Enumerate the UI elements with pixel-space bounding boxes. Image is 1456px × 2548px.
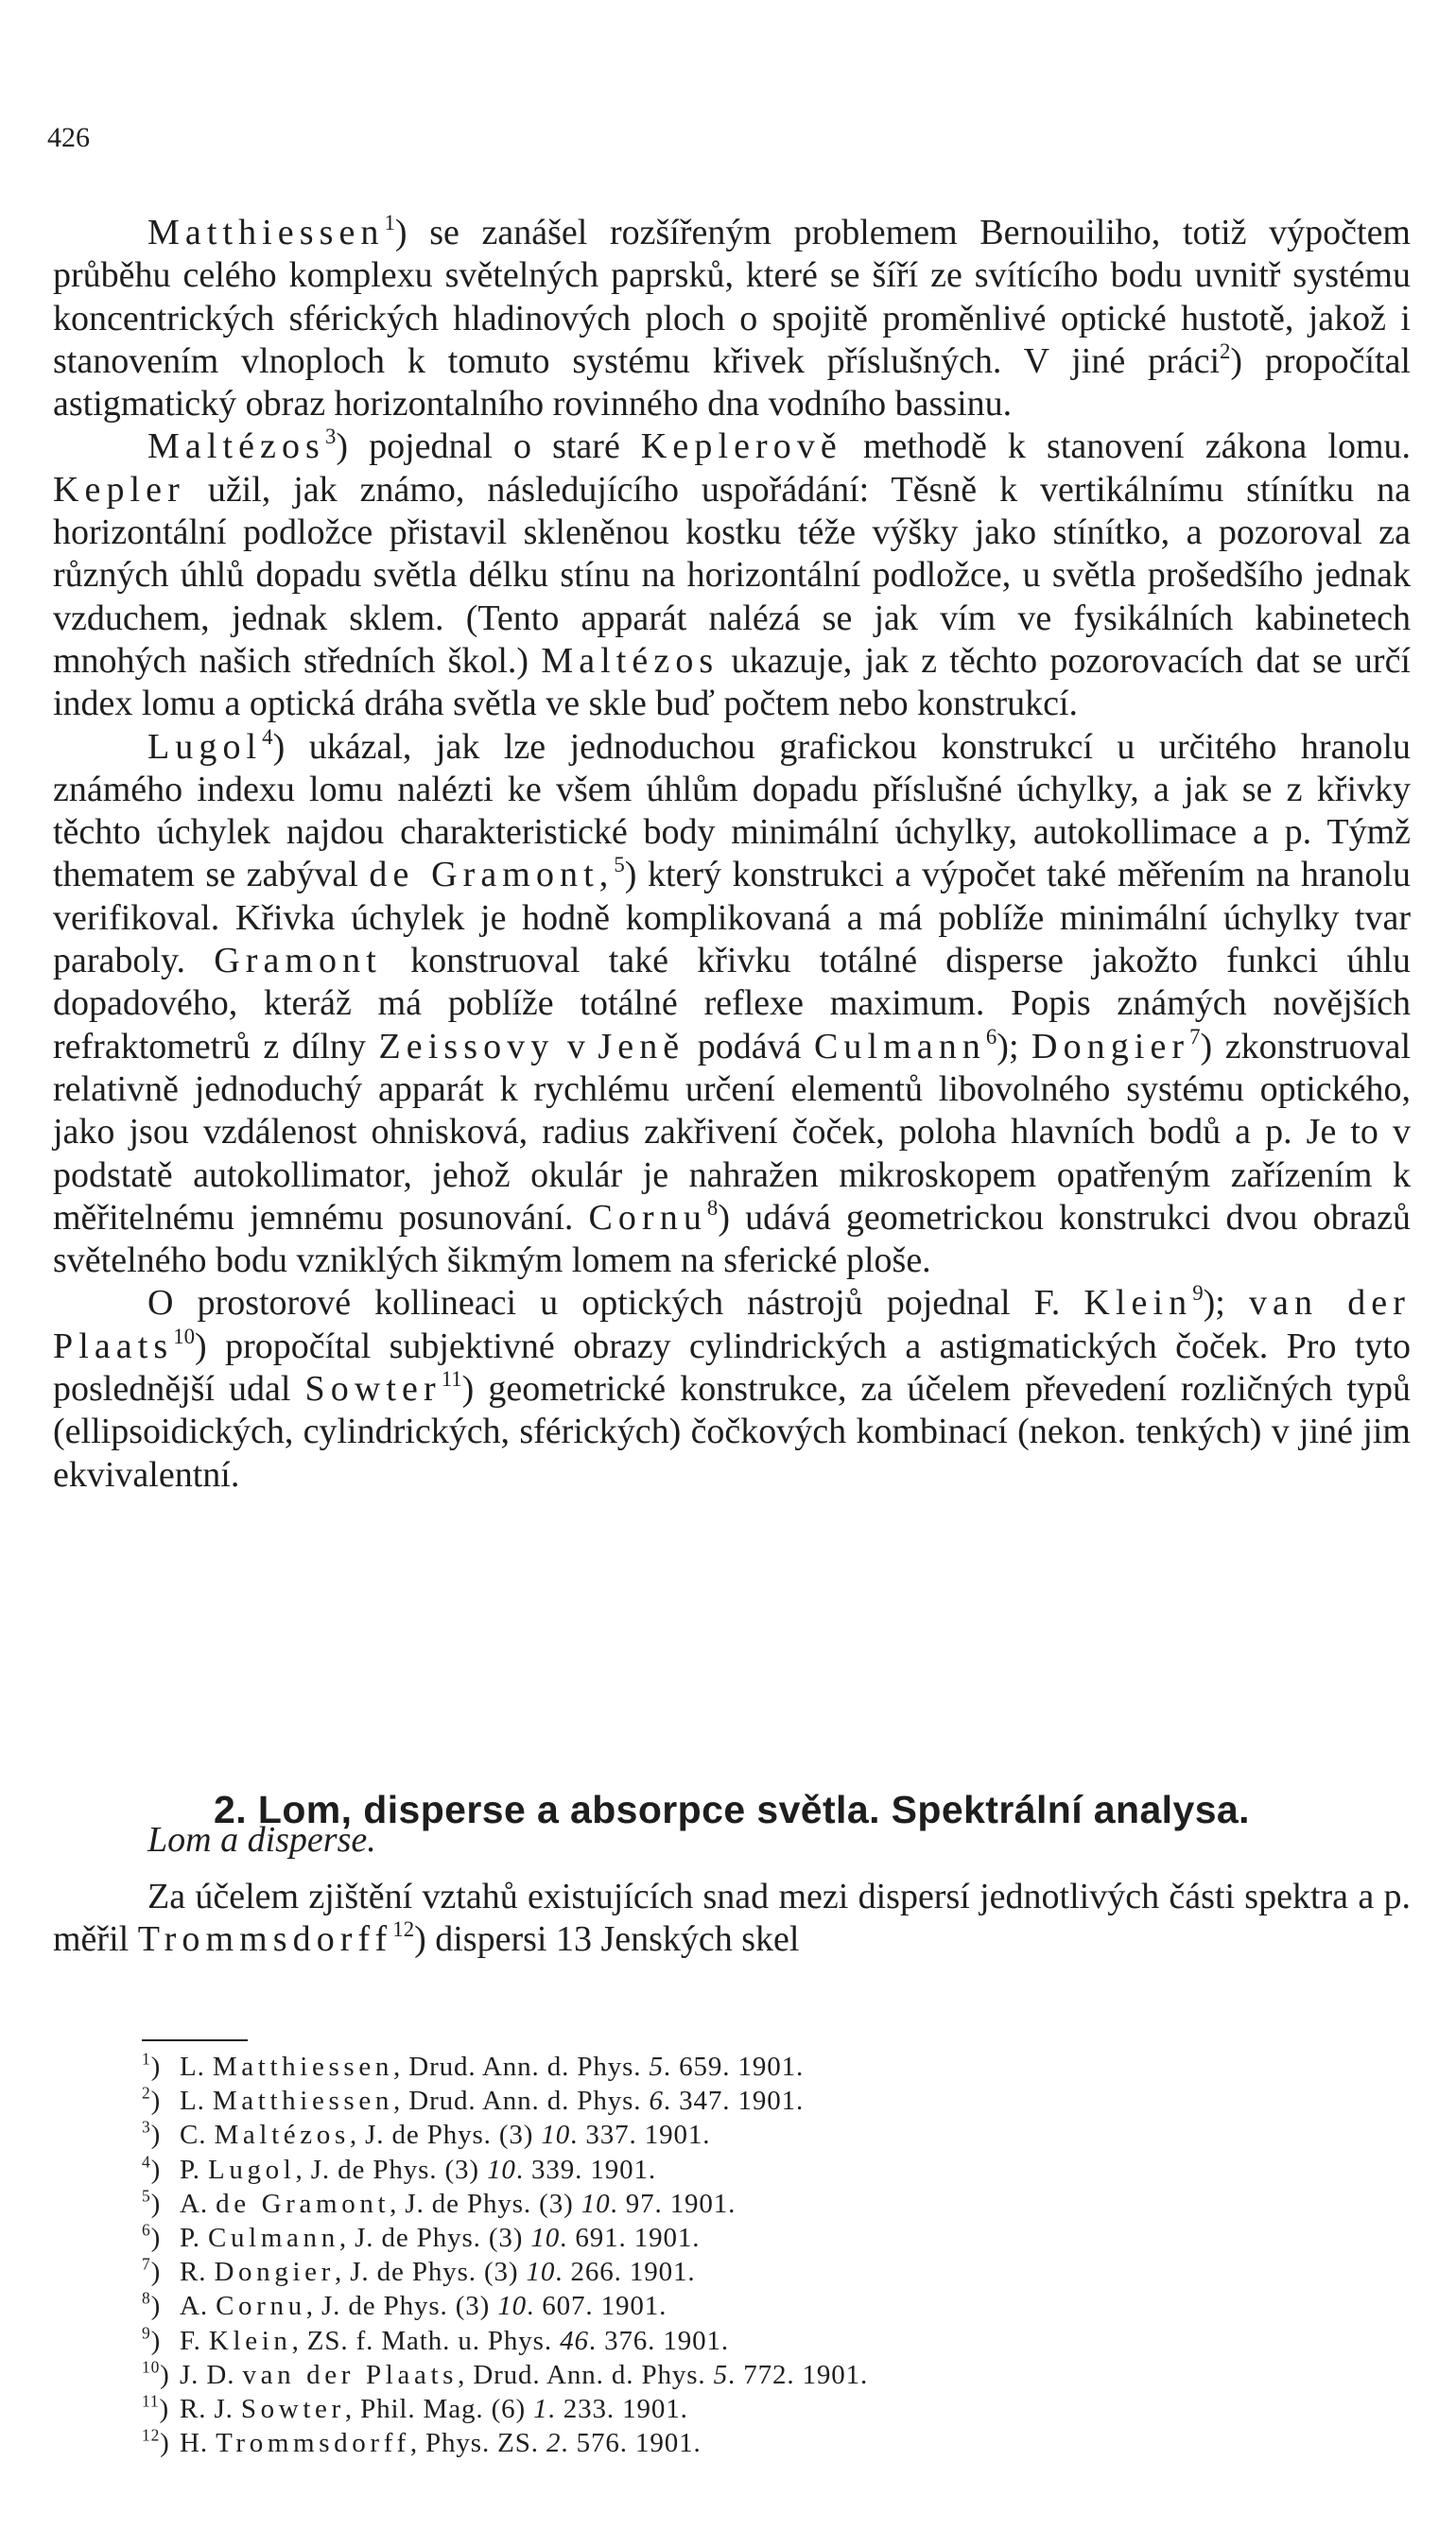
volume-number: 10	[530, 2223, 561, 2254]
volume-number: 5	[649, 2052, 664, 2082]
author-name: Trommsdorff	[137, 1919, 393, 1960]
author-name: Kepler	[53, 469, 185, 510]
author-name: Maltézos	[214, 2120, 350, 2151]
author-name: Matthiessen	[212, 2052, 394, 2082]
author-name: Culmann	[814, 1026, 986, 1066]
subheading: Lom a disperse.	[147, 1820, 376, 1860]
paragraph-maltezos: Maltézos$^3$) pojednal o staré Keplerově methodě k stanovení zákona lomu. Kepler užil, jak známo, následujícího uspořádání: Těsně k vertikálnímu stínítku na horizontální podložce přistavil skleněnou kostku téže výšky jako stínítko, a pozoroval za různých úhlů dopadu světla délku stínu na horizontální podložce, u světla prošedšího jednak vzduchem, jednak sklem. (Tento apparát nalézá se jak vím ve fysikálních kabinetech mnohých našich středních škol.) Maltézos ukazuje, jak z těchto pozorovacích dat se určí index lomu a optická dráha světla ve skle buď počtem nebo konstrukcí.	[53, 425, 1411, 724]
footnote-ref: 8	[706, 1196, 719, 1221]
author-name: Keplerově	[640, 426, 842, 467]
footnote-item: $^2$) L. Matthiessen, Drud. Ann. d. Phys. 6. 347. 1901.	[142, 2084, 1087, 2118]
author-name: Zeissovy	[378, 1026, 555, 1066]
footnotes	[142, 2050, 1087, 2460]
footnote-item: $^5$) A. de Gramont, J. de Phys. (3) 10. 97. 1901.	[142, 2187, 1087, 2221]
footnote-ref: 10	[173, 1324, 196, 1348]
section-body-text	[53, 1876, 1411, 1962]
author-name: Culmann	[208, 2223, 339, 2254]
footnote-item: $^{11}$) R. J. Sowter, Phil. Mag. (6) 1. 233. 1901.	[142, 2392, 1087, 2426]
author-name: de Gramont,	[369, 855, 615, 895]
footnote-mark: $^{10}$)	[142, 2357, 170, 2390]
body-text	[53, 212, 1411, 1497]
volume-number: 2	[546, 2428, 562, 2459]
author-name: Jeně	[598, 1026, 685, 1066]
footnote-item: $^{10}$) J. D. van der Plaats, Drud. Ann. d. Phys. 5. 772. 1901.	[142, 2358, 1087, 2392]
section-heading: 2. Lom, disperse a absorpce světla. Spektrální analysa.	[214, 1788, 1250, 1832]
footnote-mark: $^6$)	[142, 2220, 162, 2254]
footnote-ref: 1	[384, 211, 395, 235]
footnote-ref: 4	[262, 724, 273, 749]
footnote-mark: $^4$)	[142, 2152, 162, 2185]
author-name: Cornu	[216, 2291, 306, 2322]
volume-number: 6	[649, 2086, 664, 2117]
author-name: Lugol	[208, 2154, 296, 2185]
footnote-mark: $^2$)	[142, 2083, 162, 2117]
footnote-ref: 3	[324, 425, 337, 449]
page-number: 426	[47, 122, 90, 153]
footnote-item: $^9$) F. Klein, ZS. f. Math. u. Phys. 46. 376. 1901.	[142, 2324, 1087, 2358]
footnote-mark: $^3$)	[142, 2118, 162, 2151]
volume-number: 10	[526, 2257, 556, 2288]
author-name: Trommsdorff	[216, 2428, 410, 2459]
author-name: Maltézos	[541, 640, 719, 681]
author-name: Gramont	[214, 941, 382, 981]
author-name: Dongier	[1031, 1026, 1190, 1066]
footnote-mark: $^9$)	[142, 2323, 162, 2356]
author-name: Klein	[1083, 1283, 1193, 1324]
author-name: Matthiessen	[212, 2086, 394, 2117]
footnote-item: $^3$) C. Maltézos, J. de Phys. (3) 10. 337. 1901.	[142, 2118, 1087, 2152]
footnote-item: $^1$) L. Matthiessen, Drud. Ann. d. Phys. 5. 659. 1901.	[142, 2050, 1087, 2084]
author-name: Klein	[208, 2325, 292, 2356]
author-name: Sowter	[304, 1369, 442, 1410]
author-name: Matthiessen	[147, 213, 385, 252]
footnote-mark: $^8$)	[142, 2289, 162, 2322]
volume-number: 10	[487, 2154, 516, 2185]
author-name: Lugol	[147, 726, 263, 767]
volume-number: 5	[713, 2359, 728, 2390]
footnote-item: $^7$) R. Dongier, J. de Phys. (3) 10. 266. 1901.	[142, 2255, 1087, 2289]
footnote-ref: 2	[1220, 339, 1231, 364]
footnote-ref: 5	[614, 853, 625, 877]
author-name: Maltézos	[147, 426, 325, 467]
paragraph-trommsdorff: Za účelem zjištění vztahů existujících snad mezi dispersí jednotlivých části spektra a p. měřil Trommsdorff$^{12}$) dispersi 13 Jenských skel	[53, 1877, 1411, 1960]
volume-number: 10	[497, 2291, 528, 2322]
footnote-ref: 12	[392, 1917, 415, 1942]
author-name: van der Plaats	[53, 1283, 1411, 1366]
footnote-item: $^8$) A. Cornu, J. de Phys. (3) 10. 607. 1901.	[142, 2289, 1087, 2323]
footnote-item: $^4$) P. Lugol, J. de Phys. (3) 10. 339. 1901.	[142, 2153, 1087, 2187]
author-name: Cornu	[588, 1197, 707, 1238]
volume-number: 46	[560, 2325, 589, 2356]
footnote-ref: 11	[441, 1367, 462, 1392]
footnote-ref: 7	[1189, 1024, 1201, 1049]
footnote-ref: 6	[985, 1024, 997, 1049]
footnote-mark: $^7$)	[142, 2254, 162, 2288]
paragraph-lugol: Lugol$^4$) ukázal, jak lze jednoduchou grafickou konstrukcí u určitého hranolu známého indexu lomu nalézti ke všem úhlům dopadu příslušné úchylky, a jak se z křivky těchto úchylek najdou charakteristické body minimální úchylky, autokollimace a p. Týmž thematem se zabýval de Gramont,$^5$) který konstrukci a výpočet také měřením na hranolu verifikoval. Křivka úchylek je hodně komplikovaná a má poblíže minimální úchylky tvar paraboly. Gramont konstruoval také křivku totálné disperse jakožto funkci úhlu dopadového, kteráž má poblíže totálné reflexe maximum. Popis známých novějších refraktometrů z dílny Zeissovy v Jeně podává Culmann$^6$); Dongier$^7$) zkonstruoval relativně jednoduchý apparát k rychlému určení elementů libovolného systému optického, jako jsou vzdálenost ohnisková, radius zakřivení čoček, poloha hlavních bodů a p. Je to v podstatě autokollimator, jehož okulár je nahražen mikroskopem opatřeným zařízením k měřitelnému jemnému posunování. Cornu$^8$) udává geometrickou konstrukci dvou obrazů světelného bodu vzniklých šikmým lomem na sferické ploše.	[53, 724, 1412, 1281]
paragraph-matthiessen: Matthiessen$^1$) se zanášel rozšířeným problemem Bernouiliho, totiž výpočtem průběhu celého komplexu světelných paprsků, které se šíří ze svítícího bodu uvnitř systému koncentrických sférických hladinových ploch o spojitě proměnlivé optické hustotě, jakož i stanovením vlnoploch k tomuto systému křivek příslušných. V jiné práci$^2$) propočítal astigmatický obraz horizontalního rovinného dna vodního bassinu.	[53, 211, 1411, 425]
footnote-item: $^{12}$) H. Trommsdorff, Phys. ZS. 2. 576. 1901.	[142, 2426, 1087, 2460]
footnote-mark: $^{11}$)	[142, 2391, 170, 2425]
volume-number: 10	[581, 2188, 611, 2219]
paragraph-klein: O prostorové kollineaci u optických nástrojů pojednal F. Klein$^9$); van der Plaats$^{10}$) propočítal subjektivné obrazy cylindrických a astigmatických čoček. Pro tyto poslednější udal Sowter$^{11}$) geometrické konstrukce, za účelem převedení rozličných typů (ellipsoidických, cylindrických, sférických) čočkových kombinací (nekon. tenkých) v jiné jim ekvivalentní.	[53, 1281, 1411, 1495]
footnote-mark: $^1$)	[142, 2049, 162, 2082]
footnote-mark: $^{12}$)	[142, 2425, 170, 2459]
author-name: van der Plaats	[242, 2359, 459, 2390]
author-name: de Gramont	[216, 2188, 390, 2219]
volume-number: 1	[533, 2394, 548, 2425]
footnote-ref: 9	[1192, 1281, 1204, 1306]
author-name: Dongier	[214, 2257, 335, 2288]
footnote-item: $^6$) P. Culmann, J. de Phys. (3) 10. 691. 1901.	[142, 2221, 1087, 2255]
footnote-mark: $^5$)	[142, 2186, 162, 2219]
volume-number: 10	[541, 2120, 571, 2151]
footnote-rule	[142, 2039, 248, 2041]
author-name: Sowter	[240, 2394, 345, 2425]
